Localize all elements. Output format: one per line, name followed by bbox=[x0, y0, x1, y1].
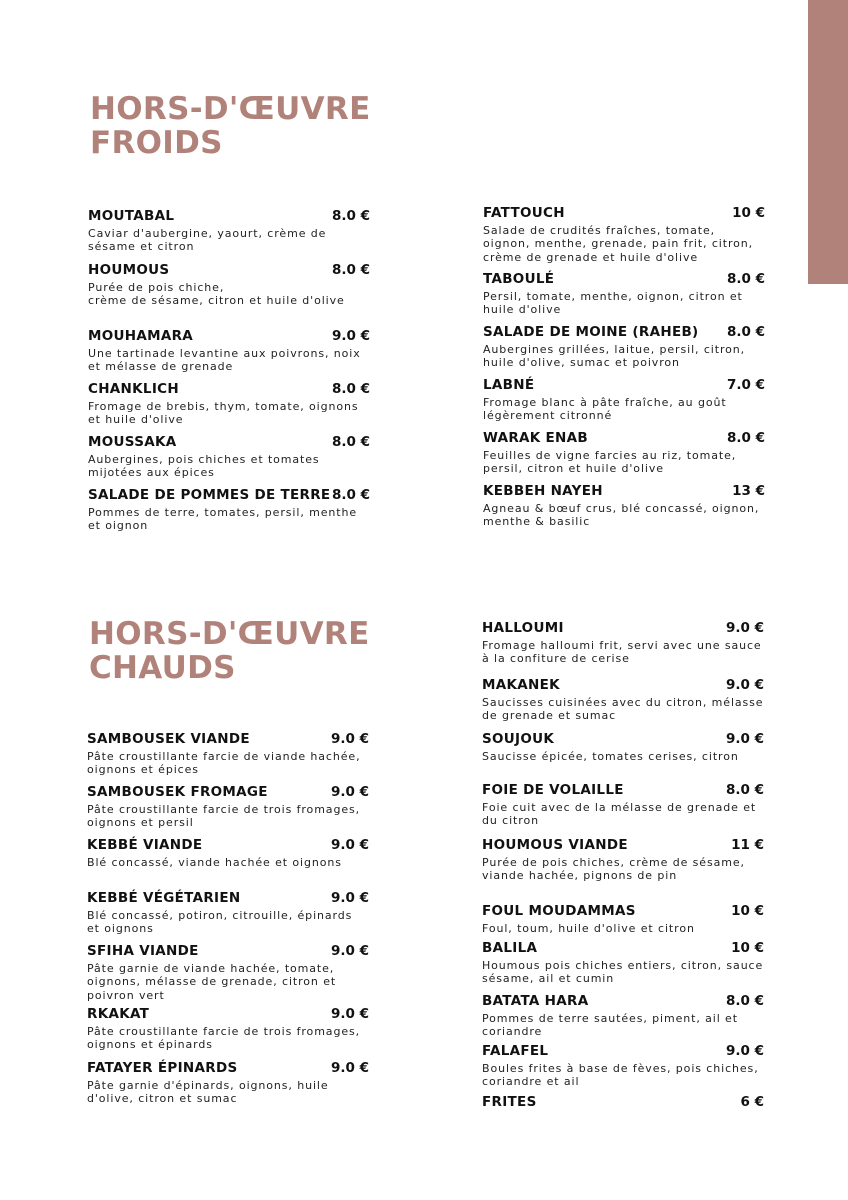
item-name: KEBBEH NAYEH bbox=[483, 483, 603, 499]
item-description: Aubergines grillées, laitue, persil, citron, huile d'olive, sumac et poivron bbox=[483, 343, 746, 370]
item-header bbox=[88, 328, 370, 344]
item-header bbox=[88, 487, 370, 503]
item-name: MOUSSAKA bbox=[88, 434, 177, 450]
item-description: Une tartinade levantine aux poivrons, noix et mélasse de grenade bbox=[88, 347, 361, 374]
item-header bbox=[482, 1043, 764, 1059]
menu-item bbox=[482, 903, 764, 935]
item-header bbox=[87, 943, 369, 959]
item-description: Foie cuit avec de la mélasse de grenade et du citron bbox=[482, 801, 757, 828]
item-price: 9.0 € bbox=[330, 731, 369, 747]
menu-item bbox=[88, 487, 370, 533]
item-description: Pâte croustillante farcie de viande hachée, oignons et épices bbox=[87, 750, 361, 777]
item-header bbox=[88, 434, 370, 450]
item-header bbox=[482, 993, 764, 1009]
item-header bbox=[88, 381, 370, 397]
item-price: 10 € bbox=[731, 940, 764, 956]
menu-item bbox=[482, 837, 764, 883]
item-name: HOUMOUS VIANDE bbox=[482, 837, 628, 853]
item-price: 9.0 € bbox=[330, 837, 369, 853]
item-price: 8.0 € bbox=[725, 993, 764, 1009]
item-price: 9.0 € bbox=[330, 890, 369, 906]
item-name: MAKANEK bbox=[482, 677, 560, 693]
item-name: TABOULÉ bbox=[483, 271, 555, 287]
title-line: HORS-D'ŒUVRE bbox=[90, 91, 371, 127]
title-line: HORS-D'ŒUVRE bbox=[89, 616, 370, 652]
menu-item bbox=[482, 731, 764, 763]
item-header bbox=[483, 430, 765, 446]
item-description: Fromage halloumi frit, servi avec une sauce à la confiture de cerise bbox=[482, 639, 762, 666]
item-header bbox=[482, 940, 764, 956]
item-name: HOUMOUS bbox=[88, 262, 170, 278]
item-description: Purée de pois chiche, crème de sésame, citron et huile d'olive bbox=[88, 281, 345, 308]
item-price: 7.0 € bbox=[726, 377, 765, 393]
item-price: 8.0 € bbox=[331, 262, 370, 278]
item-price: 9.0 € bbox=[330, 943, 369, 959]
item-header bbox=[87, 837, 369, 853]
menu-item bbox=[87, 731, 369, 777]
item-description: Agneau & bœuf crus, blé concassé, oignon, menthe & basilic bbox=[483, 502, 760, 529]
item-name: BATATA HARA bbox=[482, 993, 589, 1009]
item-description: Pâte garnie d'épinards, oignons, huile d'olive, citron et sumac bbox=[87, 1079, 329, 1106]
item-name: SAMBOUSEK VIANDE bbox=[87, 731, 250, 747]
item-name: MOUTABAL bbox=[88, 208, 175, 224]
title-line: CHAUDS bbox=[89, 650, 236, 686]
item-header bbox=[482, 677, 764, 693]
menu-item bbox=[482, 1094, 764, 1110]
item-description: Foul, toum, huile d'olive et citron bbox=[482, 922, 695, 935]
item-name: SOUJOUK bbox=[482, 731, 555, 747]
item-description: Fromage blanc à pâte fraîche, au goût légèrement citronné bbox=[483, 396, 727, 423]
item-price: 9.0 € bbox=[725, 1043, 764, 1059]
item-name: FATTOUCH bbox=[483, 205, 565, 221]
menu-item bbox=[87, 1006, 369, 1052]
item-header bbox=[483, 483, 765, 499]
item-description: Fromage de brebis, thym, tomate, oignons et huile d'olive bbox=[88, 400, 359, 427]
item-name: SFIHA VIANDE bbox=[87, 943, 199, 959]
item-description: Salade de crudités fraîches, tomate, oignon, menthe, grenade, pain frit, citron, crème de grenade et huile d'olive bbox=[483, 224, 754, 264]
menu-item bbox=[483, 324, 765, 370]
item-name: KEBBÉ VÉGÉTARIEN bbox=[87, 890, 241, 906]
item-description: Feuilles de vigne farcies au riz, tomate, persil, citron et huile d'olive bbox=[483, 449, 737, 476]
item-name: WARAK ENAB bbox=[483, 430, 588, 446]
menu-item bbox=[87, 1060, 369, 1106]
menu-item bbox=[87, 837, 369, 869]
item-price: 9.0 € bbox=[725, 731, 764, 747]
item-description: Saucisses cuisinées avec du citron, mélasse de grenade et sumac bbox=[482, 696, 764, 723]
item-price: 11 € bbox=[731, 837, 764, 853]
item-name: MOUHAMARA bbox=[88, 328, 194, 344]
item-header bbox=[87, 1006, 369, 1022]
item-header bbox=[87, 1060, 369, 1076]
menu-item bbox=[483, 205, 765, 264]
section-title-hot bbox=[89, 617, 370, 685]
item-header bbox=[482, 837, 764, 853]
item-price: 9.0 € bbox=[330, 784, 369, 800]
item-description: Pâte croustillante farcie de trois fromages, oignons et épinards bbox=[87, 1025, 361, 1052]
item-name: FATAYER ÉPINARDS bbox=[87, 1060, 238, 1076]
item-name: FOIE DE VOLAILLE bbox=[482, 782, 624, 798]
item-description: Saucisse épicée, tomates cerises, citron bbox=[482, 750, 739, 763]
menu-item bbox=[482, 620, 764, 666]
item-price: 8.0 € bbox=[331, 487, 370, 503]
item-description: Boules frites à base de fèves, pois chiches, coriandre et ail bbox=[482, 1062, 759, 1089]
item-description: Blé concassé, viande hachée et oignons bbox=[87, 856, 342, 869]
item-price: 9.0 € bbox=[331, 328, 370, 344]
item-description: Persil, tomate, menthe, oignon, citron et huile d'olive bbox=[483, 290, 743, 317]
item-price: 8.0 € bbox=[726, 430, 765, 446]
item-name: FRITES bbox=[482, 1094, 537, 1110]
item-name: LABNÉ bbox=[483, 377, 535, 393]
menu-item bbox=[88, 262, 370, 308]
item-name: FALAFEL bbox=[482, 1043, 549, 1059]
item-price: 8.0 € bbox=[725, 782, 764, 798]
item-name: SALADE DE MOINE (RAHEB) bbox=[483, 324, 699, 340]
menu-item bbox=[483, 377, 765, 423]
menu-item bbox=[482, 940, 764, 986]
item-header bbox=[482, 731, 764, 747]
item-description: Purée de pois chiches, crème de sésame, viande hachée, pignons de pin bbox=[482, 856, 745, 883]
item-description: Aubergines, pois chiches et tomates mijotées aux épices bbox=[88, 453, 320, 480]
item-name: BALILA bbox=[482, 940, 538, 956]
menu-item bbox=[87, 943, 369, 1002]
menu-item bbox=[483, 483, 765, 529]
item-price: 10 € bbox=[732, 205, 765, 221]
menu-item bbox=[88, 381, 370, 427]
item-header bbox=[87, 784, 369, 800]
menu-item bbox=[483, 430, 765, 476]
menu-item bbox=[482, 993, 764, 1039]
item-header bbox=[483, 324, 765, 340]
item-name: KEBBÉ VIANDE bbox=[87, 837, 203, 853]
title-line: FROIDS bbox=[90, 125, 223, 161]
item-description: Caviar d'aubergine, yaourt, crème de sésame et citron bbox=[88, 227, 327, 254]
item-name: HALLOUMI bbox=[482, 620, 564, 636]
item-price: 13 € bbox=[732, 483, 765, 499]
item-price: 8.0 € bbox=[331, 208, 370, 224]
item-price: 8.0 € bbox=[726, 271, 765, 287]
item-header bbox=[483, 205, 765, 221]
section-title-cold bbox=[90, 92, 371, 160]
item-price: 8.0 € bbox=[331, 381, 370, 397]
item-header bbox=[87, 731, 369, 747]
item-header bbox=[88, 208, 370, 224]
menu-item bbox=[482, 782, 764, 828]
item-description: Pommes de terre sautées, piment, ail et coriandre bbox=[482, 1012, 738, 1039]
accent-bar bbox=[808, 0, 848, 284]
item-name: SAMBOUSEK FROMAGE bbox=[87, 784, 268, 800]
menu-item bbox=[88, 328, 370, 374]
menu-item bbox=[483, 271, 765, 317]
item-name: SALADE DE POMMES DE TERRE bbox=[88, 487, 331, 503]
menu-item bbox=[88, 208, 370, 254]
item-header bbox=[87, 890, 369, 906]
menu-item bbox=[482, 677, 764, 723]
item-description: Houmous pois chiches entiers, citron, sauce sésame, ail et cumin bbox=[482, 959, 764, 986]
item-name: CHANKLICH bbox=[88, 381, 179, 397]
item-price: 9.0 € bbox=[725, 677, 764, 693]
item-price: 9.0 € bbox=[725, 620, 764, 636]
item-price: 8.0 € bbox=[726, 324, 765, 340]
item-header bbox=[482, 903, 764, 919]
menu-item bbox=[87, 890, 369, 936]
item-header bbox=[483, 271, 765, 287]
item-description: Pommes de terre, tomates, persil, menthe et oignon bbox=[88, 506, 358, 533]
item-header bbox=[482, 620, 764, 636]
item-header bbox=[482, 1094, 764, 1110]
item-price: 9.0 € bbox=[330, 1060, 369, 1076]
item-price: 8.0 € bbox=[331, 434, 370, 450]
item-price: 9.0 € bbox=[330, 1006, 369, 1022]
menu-item bbox=[88, 434, 370, 480]
item-name: FOUL MOUDAMMAS bbox=[482, 903, 636, 919]
item-name: RKAKAT bbox=[87, 1006, 150, 1022]
item-price: 10 € bbox=[731, 903, 764, 919]
item-description: Blé concassé, potiron, citrouille, épinards et oignons bbox=[87, 909, 353, 936]
item-header bbox=[88, 262, 370, 278]
item-description: Pâte croustillante farcie de trois fromages, oignons et persil bbox=[87, 803, 361, 830]
item-header bbox=[483, 377, 765, 393]
item-description: Pâte garnie de viande hachée, tomate, oignons, mélasse de grenade, citron et poivron vert bbox=[87, 962, 337, 1002]
menu-item bbox=[87, 784, 369, 830]
item-price: 6 € bbox=[740, 1094, 764, 1110]
item-header bbox=[482, 782, 764, 798]
menu-item bbox=[482, 1043, 764, 1089]
